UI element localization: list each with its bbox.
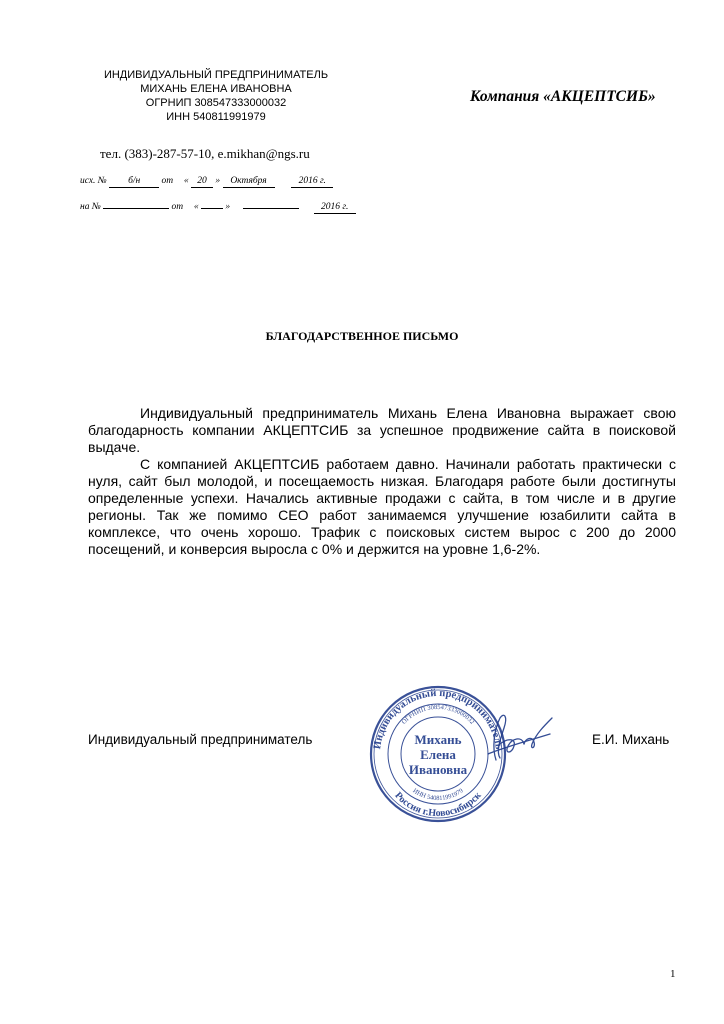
incoming-reference <box>80 202 356 214</box>
ref-prefix: на № <box>80 202 101 212</box>
ref-year: 2016 г. <box>314 202 356 214</box>
seal-center-line: Ивановна <box>408 762 468 777</box>
outgoing-reference <box>80 176 333 188</box>
sender-name: МИХАНЬ ЕЛЕНА ИВАНОВНА <box>140 83 292 95</box>
sender-inn: ИНН 540811991979 <box>166 111 266 123</box>
seal-inner-top-text: ОГРНИП 308547333000032 <box>400 703 476 726</box>
ref-day-open: « <box>183 176 189 186</box>
ref-month: Октября <box>223 176 275 188</box>
sender-block <box>80 68 352 124</box>
ref-day: 20 <box>191 176 213 188</box>
seal-outer-bottom-text: Россия г.Новосибирск <box>392 790 484 820</box>
seal-center-line: Елена <box>420 747 456 762</box>
seal-inner-bottom-text: ИНН 540811991979 <box>411 787 465 803</box>
ref-number: б/н <box>109 176 159 188</box>
body-paragraph: Индивидуальный предприниматель Михань Елена Ивановна выражает свою благодарность компании АКЦЕПТСИБ за успешное продвижение сайта в поисковой выдаче. <box>88 405 676 455</box>
addressee: Компания «АКЦЕПТСИБ» <box>470 88 656 105</box>
ref-month <box>243 208 299 209</box>
signatory-name: Е.И. Михань <box>592 732 670 747</box>
page-number: 1 <box>670 968 676 980</box>
ref-year: 2016 г. <box>291 176 333 188</box>
sender-title: ИНДИВИДУАЛЬНЫЙ ПРЕДПРИНИМАТЕЛЬ <box>103 69 329 81</box>
ref-number <box>103 208 169 209</box>
ref-day-open: « <box>193 202 199 212</box>
ref-prefix: исх. № <box>80 176 107 186</box>
document-title: БЛАГОДАРСТВЕННОЕ ПИСЬМО <box>265 329 459 343</box>
handwritten-signature <box>478 708 558 770</box>
ref-from: от <box>171 202 184 212</box>
ref-day-close: » <box>225 202 231 212</box>
letter-body <box>88 405 676 558</box>
ref-day-close: » <box>215 176 221 186</box>
ref-day <box>201 208 223 209</box>
sender-contacts: тел. (383)-287-57-10, e.mikhan@ngs.ru <box>100 146 310 161</box>
seal-center-line: Михань <box>414 732 462 747</box>
seal-outer-top-text: Индивидуальный предприниматель <box>372 687 504 750</box>
sender-ogrnip: ОГРНИП 308547333000032 <box>145 97 287 109</box>
body-paragraph: С компанией АКЦЕПТСИБ работаем давно. Начинали работать практически с нуля, сайт был молодой, и посещаемость низкая. Благодаря работе были достигнуты определенные успехи. Начались активные продажи с сайта, в том числе и в другие регионы. Так же помимо СЕО работ занимаемся улучшение юзабилити сайта в комплексе, что очень хорошо. Трафик с поисковых систем вырос с 200 до 2000 посещений, и конверсия выросла с 0% и держится на уровне 1,6-2%. <box>88 456 676 557</box>
signatory-position: Индивидуальный предприниматель <box>88 732 313 747</box>
ref-from: от <box>161 176 174 186</box>
